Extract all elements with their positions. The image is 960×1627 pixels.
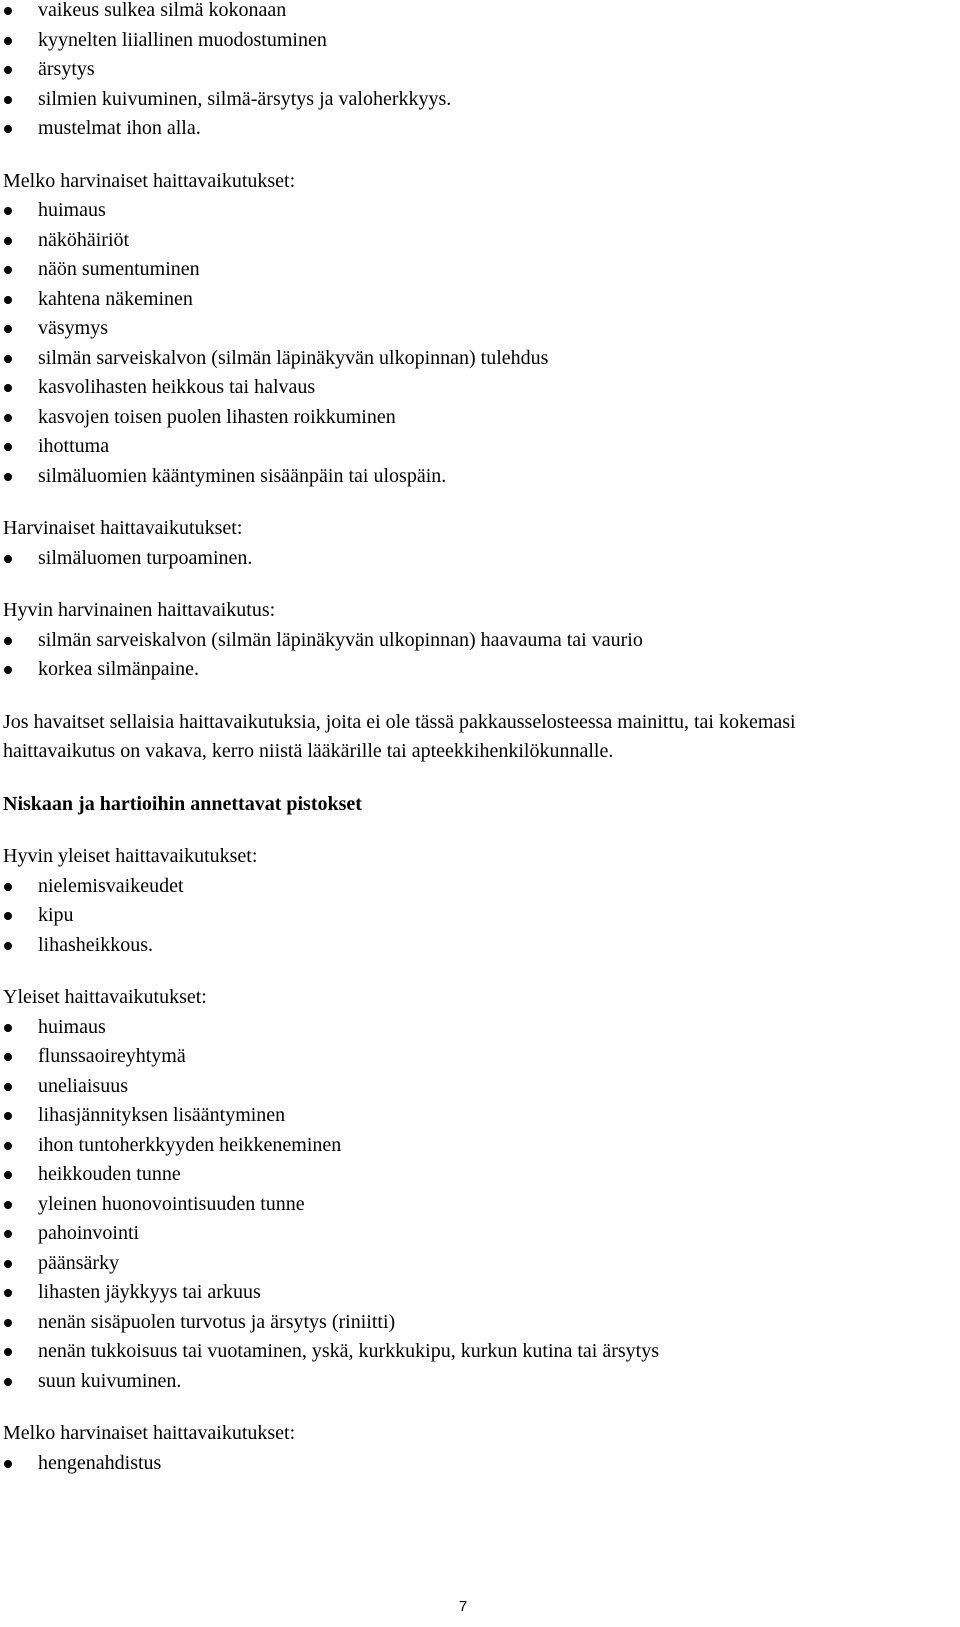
list-item [3, 626, 953, 656]
list-item [3, 655, 953, 685]
bullet-icon [4, 555, 12, 563]
list-item [3, 0, 953, 26]
list-item [3, 1101, 953, 1131]
common-effects-list [3, 1013, 953, 1397]
list-item [3, 462, 953, 492]
bullet-icon [4, 1319, 12, 1327]
bullet-icon [4, 1112, 12, 1120]
bullet-icon [4, 207, 12, 215]
list-item-text: lihasjännityksen lisääntyminen [38, 1104, 286, 1126]
list-item-text: vaikeus sulkea silmä kokonaan [38, 0, 287, 21]
bullet-icon [4, 1348, 12, 1356]
list-item-text: silmän sarveiskalvon (silmän läpinäkyvän ulkopinnan) haavauma tai vaurio [38, 628, 643, 651]
bullet-icon [4, 125, 12, 133]
list-item [3, 85, 953, 115]
bullet-icon [4, 942, 12, 950]
bullet-icon [4, 1378, 12, 1386]
list-item-text: silmän sarveiskalvon (silmän läpinäkyvän ulkopinnan) tulehdus [38, 346, 549, 369]
list-item [3, 26, 953, 56]
rare-effects-list [3, 544, 953, 574]
uncommon-effects-heading-2: Melko harvinaiset haittavaikutukset: [3, 1422, 296, 1444]
very-common-effects-list [3, 872, 953, 961]
list-item [3, 1219, 953, 1249]
list-item-text: suun kuivuminen. [38, 1369, 182, 1392]
list-item-text: hengenahdistus [38, 1451, 162, 1474]
list-item [3, 1367, 953, 1397]
list-item [3, 1308, 953, 1338]
list-item-text: kipu [38, 904, 74, 926]
list-item [3, 1160, 953, 1190]
list-item [3, 1190, 953, 1220]
list-item-text: huimaus [38, 1015, 106, 1038]
list-item-text: ihon tuntoherkkyyden heikkeneminen [38, 1133, 342, 1156]
list-item-text: mustelmat ihon alla. [38, 117, 201, 139]
list-item-text: kasvojen toisen puolen lihasten roikkuminen [38, 405, 396, 428]
eye-side-effects-list [3, 0, 953, 144]
list-item-text: silmien kuivuminen, silmä-ärsytys ja valoherkkyys. [38, 87, 452, 110]
list-item [3, 255, 953, 285]
list-item-text: silmäluomien kääntyminen sisäänpäin tai ulospäin. [38, 464, 447, 487]
bullet-icon [4, 1230, 12, 1238]
very-rare-effects-list [3, 626, 953, 685]
list-item-text: päänsärky [38, 1251, 120, 1274]
bullet-icon [4, 1053, 12, 1061]
reporting-notice [3, 708, 943, 767]
list-item-text: nielemisvaikeudet [38, 874, 184, 897]
list-item [3, 1013, 953, 1043]
uncommon-effects-list [3, 196, 953, 491]
bullet-icon [4, 237, 12, 245]
bullet-icon [4, 1289, 12, 1297]
common-effects-heading: Yleiset haittavaikutukset: [3, 986, 207, 1008]
rare-effects-heading: Harvinaiset haittavaikutukset: [3, 517, 243, 539]
list-item [3, 1072, 953, 1102]
bullet-icon [4, 1201, 12, 1209]
list-item [3, 344, 953, 374]
bullet-icon [4, 384, 12, 392]
list-item-text: uneliaisuus [38, 1074, 128, 1097]
bullet-icon [4, 266, 12, 274]
list-item-text: kasvolihasten heikkous tai halvaus [38, 376, 316, 398]
list-item-text: yleinen huonovointisuuden tunne [38, 1192, 305, 1215]
list-item-text: ihottuma [38, 435, 110, 457]
page-number: 7 [458, 1598, 468, 1615]
list-item [3, 931, 953, 961]
bullet-icon [4, 1171, 12, 1179]
list-item [3, 872, 953, 902]
list-item-text: lihasten jäykkyys tai arkuus [38, 1281, 261, 1303]
list-item-text: kyynelten liiallinen muodostuminen [38, 28, 327, 51]
list-item [3, 196, 953, 226]
list-item [3, 544, 953, 574]
list-item [3, 432, 953, 462]
list-item [3, 226, 953, 256]
list-item-text: korkea silmänpaine. [38, 658, 200, 680]
list-item-text: nenän sisäpuolen turvotus ja ärsytys (riniitti) [38, 1310, 396, 1333]
bullet-icon [4, 1083, 12, 1091]
list-item [3, 314, 953, 344]
list-item-text: väsymys [38, 317, 108, 339]
bullet-icon [4, 96, 12, 104]
bullet-icon [4, 355, 12, 363]
bullet-icon [4, 1142, 12, 1150]
bullet-icon [4, 1460, 12, 1468]
uncommon-effects-heading: Melko harvinaiset haittavaikutukset: [3, 169, 296, 192]
list-item-text: heikkouden tunne [38, 1163, 181, 1185]
bullet-icon [4, 883, 12, 891]
list-item-text: nenän tukkoisuus tai vuotaminen, yskä, kurkkukipu, kurkun kutina tai ärsytys [38, 1340, 660, 1362]
bullet-icon [4, 7, 12, 15]
very-rare-effects-heading: Hyvin harvinainen haittavaikutus: [3, 599, 276, 621]
document-content [3, 0, 953, 1478]
list-item-text: lihasheikkous. [38, 933, 153, 956]
list-item [3, 114, 953, 144]
list-item [3, 1449, 953, 1479]
list-item [3, 1337, 953, 1367]
list-item-text: kahtena näkeminen [38, 287, 193, 310]
reporting-notice-line-1: Jos havaitset sellaisia haittavaikutuksia, joita ei ole tässä pakkausselosteessa mainittu, tai kokemasi [3, 710, 796, 733]
bullet-icon [4, 912, 12, 920]
bullet-icon [4, 414, 12, 422]
list-item [3, 1131, 953, 1161]
section-title: Niskaan ja hartioihin annettavat pistokset [3, 792, 362, 815]
bullet-icon [4, 443, 12, 451]
list-item-text: huimaus [38, 199, 106, 221]
list-item-text: silmäluomen turpoaminen. [38, 546, 253, 569]
list-item-text: pahoinvointi [38, 1222, 140, 1244]
bullet-icon [4, 637, 12, 645]
list-item [3, 55, 953, 85]
list-item [3, 373, 953, 403]
bullet-icon [4, 666, 12, 674]
list-item [3, 285, 953, 315]
bullet-icon [4, 37, 12, 45]
list-item-text: ärsytys [38, 58, 95, 80]
very-common-effects-heading: Hyvin yleiset haittavaikutukset: [3, 845, 258, 867]
list-item [3, 403, 953, 433]
bullet-icon [4, 473, 12, 481]
list-item [3, 1042, 953, 1072]
bullet-icon [4, 296, 12, 304]
list-item [3, 1278, 953, 1308]
bullet-icon [4, 325, 12, 333]
list-item [3, 901, 953, 931]
uncommon-effects-list-2 [3, 1449, 953, 1479]
reporting-notice-line-2: haittavaikutus on vakava, kerro niistä lääkärille tai apteekkihenkilökunnalle. [3, 740, 614, 762]
bullet-icon [4, 1024, 12, 1032]
list-item [3, 1249, 953, 1279]
list-item-text: näön sumentuminen [38, 258, 200, 280]
list-item-text: näköhäiriöt [38, 228, 130, 251]
bullet-icon [4, 66, 12, 74]
list-item-text: flunssaoireyhtymä [38, 1045, 186, 1067]
bullet-icon [4, 1260, 12, 1268]
